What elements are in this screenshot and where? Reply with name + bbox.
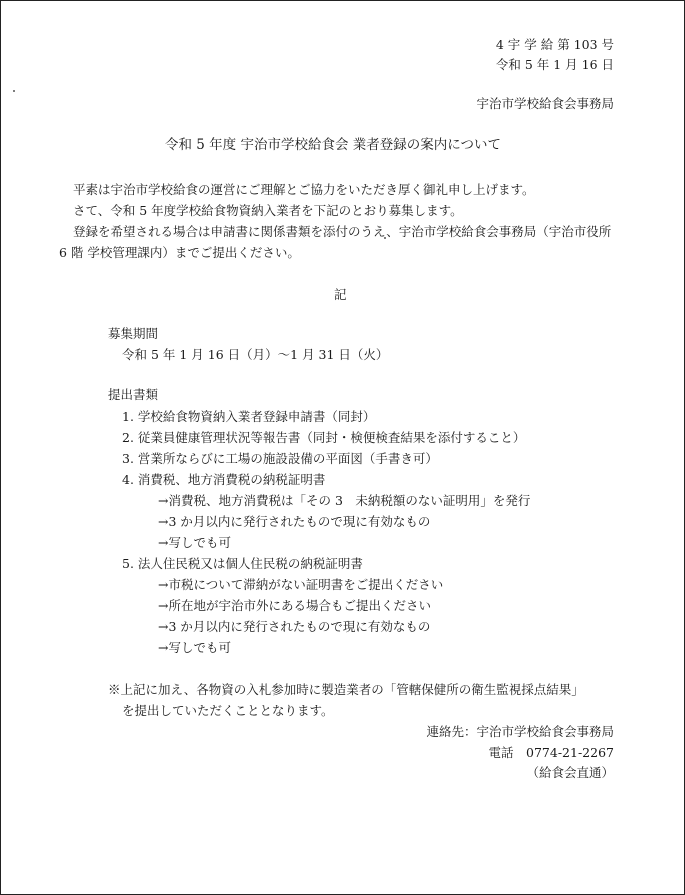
period-heading: 募集期間: [108, 326, 159, 341]
contact-line-1: 連絡先：宇治市学校給食会事務局: [426, 724, 614, 739]
scan-speck: [13, 90, 15, 92]
list-item: 1. 学校給食物資納入業者登録申請書（同封）: [122, 409, 376, 424]
list-sub-item: →消費税、地方消費税は「その 3 未納税額のない証明用」を発行: [158, 493, 531, 508]
body-paragraph-1: 平素は宇治市学校給食の運営にご理解とご協力をいただき厚く御礼申し上げます。: [73, 182, 535, 197]
issue-date: 令和 5 年 1 月 16 日: [495, 57, 614, 72]
body-paragraph-3-line-1: 登録を希望される場合は申請書に関係書類を添付のうえ、宇治市学校給食会事務局（宇治市役所: [73, 224, 612, 239]
list-sub-item: →写しでも可: [158, 535, 231, 550]
body-paragraph-3-line-2: 6 階 学校管理課内）までご提出ください。: [59, 245, 300, 260]
document-number: 4 宇 学 給 第 103 号: [495, 37, 614, 52]
list-sub-item: →所在地が宇治市外にある場合もご提出ください: [158, 598, 431, 613]
list-sub-item: →市税について滞納がない証明書をご提出ください: [158, 577, 444, 592]
list-sub-item: →3 か月以内に発行されたもので現に有効なもの: [158, 514, 431, 529]
body-paragraph-2: さて、令和 5 年度学校給食物資納入業者を下記のとおり募集します。: [73, 203, 463, 218]
ki-heading: 記: [334, 287, 347, 302]
list-sub-item: →写しでも可: [158, 640, 231, 655]
list-item: 5. 法人住民税又は個人住民税の納税証明書: [122, 556, 363, 571]
contact-note: （給食会直通）: [526, 765, 614, 780]
period-value: 令和 5 年 1 月 16 日（月）～1 月 31 日（火）: [122, 347, 389, 362]
list-item: 4. 消費税、地方消費税の納税証明書: [122, 472, 326, 487]
list-sub-item: →3 か月以内に発行されたもので現に有効なもの: [158, 619, 431, 634]
contact-phone: 電話 0774-21-2267: [488, 745, 614, 760]
list-item: 3. 営業所ならびに工場の施設設備の平面図（手書き可）: [122, 451, 438, 466]
note-line-1: ※上記に加え、各物資の入札参加時に製造業者の「管轄保健所の衛生監視採点結果」: [108, 682, 584, 697]
list-item: 2. 従業員健康管理状況等報告書（同封・検便検査結果を添付すること）: [122, 430, 526, 445]
issuer-name: 宇治市学校給食会事務局: [476, 96, 614, 111]
note-line-2: を提出していただくこととなります。: [122, 703, 334, 718]
documents-heading: 提出書類: [108, 387, 159, 402]
document-title: 令和 5 年度 宇治市学校給食会 業者登録の案内について: [165, 137, 501, 153]
